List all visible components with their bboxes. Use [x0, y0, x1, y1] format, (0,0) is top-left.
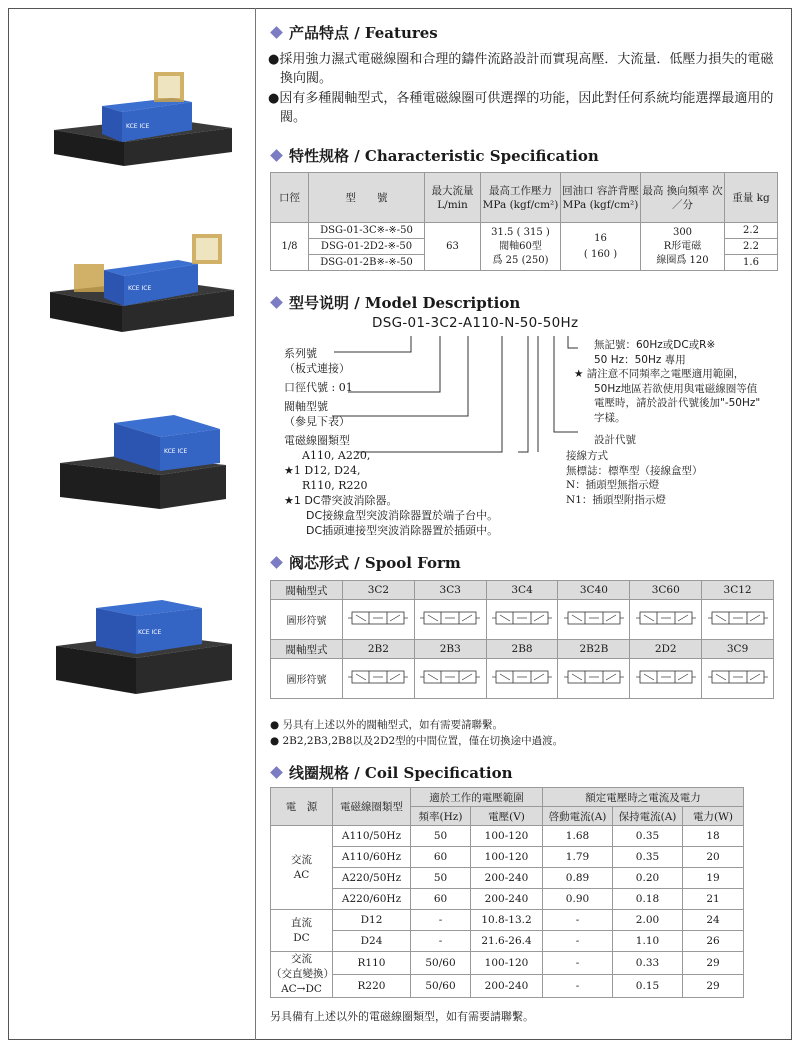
- cell-weight: 1.6: [725, 255, 778, 271]
- table-cell: 19: [683, 868, 744, 889]
- th-weight: 重量 kg: [725, 173, 778, 223]
- th-source: 電 源: [271, 788, 333, 826]
- table-row: [271, 847, 744, 868]
- spool-symbol: [486, 600, 558, 640]
- table-cell: 24: [683, 910, 744, 931]
- table-cell: D12: [333, 910, 411, 931]
- spool-symbol: [414, 600, 486, 640]
- section-title-spool: [268, 552, 461, 573]
- model-code: DSG-01-3C2-A110-N-50-50Hz: [372, 315, 579, 331]
- spool-code: 2B3: [414, 640, 486, 659]
- spool-code: 3C40: [558, 581, 630, 600]
- table-cell: 60: [411, 847, 471, 868]
- diamond-icon: [270, 296, 283, 309]
- th-coil-type: 電磁線圈類型: [333, 788, 411, 826]
- spool-symbol: [414, 659, 486, 699]
- table-cell: 200-240: [471, 868, 543, 889]
- section-title-model: [268, 292, 520, 313]
- spool-code: 3C2: [343, 581, 415, 600]
- table-cell: 0.35: [613, 847, 683, 868]
- spool-symbol-icon: [348, 607, 408, 629]
- section-title-spec: [268, 145, 599, 166]
- table-cell: A220/50Hz: [333, 868, 411, 889]
- valve-photo-4: [42, 582, 238, 702]
- th-back-pressure: 回油口 容許背壓 MPa (kgf/cm²): [561, 173, 641, 223]
- table-cell: 200-240: [471, 889, 543, 910]
- column-divider: [255, 8, 256, 1040]
- spool-symbol: [558, 659, 630, 699]
- cell-weight: 2.2: [725, 223, 778, 239]
- th-size: 口徑: [271, 173, 309, 223]
- diamond-icon: [270, 556, 283, 569]
- th-range: 適於工作的電壓範圍: [411, 788, 543, 807]
- diamond-icon: [270, 149, 283, 162]
- valve-photo-2: [42, 222, 238, 342]
- spool-code: 2D2: [630, 640, 702, 659]
- table-cell: A220/60Hz: [333, 889, 411, 910]
- table-row: [271, 889, 744, 910]
- table-cell: A110/50Hz: [333, 826, 411, 847]
- cell-source: 交流 （交直變換） AC→DC: [271, 952, 333, 998]
- table-row: [271, 868, 744, 889]
- table-cell: -: [543, 910, 613, 931]
- spool-symbol-label: 圖形符號: [271, 600, 343, 640]
- section-title-coil: [268, 762, 512, 783]
- wiring-labels: 接線方式 無標誌：標準型（接線盒型） N：插頭型無指示燈 N1：插頭型附指示燈: [566, 450, 703, 506]
- table-row: [271, 931, 744, 952]
- spool-code: 3C3: [414, 581, 486, 600]
- th-flow: 最大流量 L/min: [425, 173, 481, 223]
- table-cell: 1.79: [543, 847, 613, 868]
- table-cell: 0.15: [613, 975, 683, 998]
- th-pressure: 最高工作壓力 MPa (kgf/cm²): [481, 173, 561, 223]
- cell-model: DSG-01-2D2-※-50: [309, 239, 425, 255]
- table-cell: 0.90: [543, 889, 613, 910]
- table-cell: 1.68: [543, 826, 613, 847]
- th-rated: 額定電壓時之電流及電力: [543, 788, 744, 807]
- table-cell: -: [543, 931, 613, 952]
- cell-weight: 2.2: [725, 239, 778, 255]
- feature-item: ●採用強力濕式電磁線圈和合理的鑄件流路設計而實現高壓．大流量．低壓力損失的電磁換向閥。: [268, 52, 774, 86]
- table-cell: 10.8-13.2: [471, 910, 543, 931]
- section-title-text: 线圈规格 / Coil Specification: [289, 764, 513, 782]
- table-cell: 20: [683, 847, 744, 868]
- table-cell: 200-240: [471, 975, 543, 998]
- table-cell: A110/60Hz: [333, 847, 411, 868]
- th-model: 型 號: [309, 173, 425, 223]
- spool-symbol-icon: [708, 666, 768, 688]
- spool-symbol-icon: [420, 666, 480, 688]
- table-cell: 21: [683, 889, 744, 910]
- table-cell: 0.35: [613, 826, 683, 847]
- spool-symbol-icon: [636, 607, 696, 629]
- table-cell: 2.00: [613, 910, 683, 931]
- th-hold: 保持電流(A): [613, 807, 683, 826]
- spool-code: 3C12: [702, 581, 774, 600]
- diamond-icon: [270, 766, 283, 779]
- brand-logo: KCE ICE: [138, 629, 162, 636]
- cell-frequency: 300 R形電磁 線圈爲 120: [641, 223, 725, 271]
- spool-symbol: [486, 659, 558, 699]
- spool-code: 3C4: [486, 581, 558, 600]
- table-cell: -: [543, 952, 613, 975]
- table-cell: -: [543, 975, 613, 998]
- spool-symbol-icon: [492, 666, 552, 688]
- table-row: [271, 975, 744, 998]
- spool-symbol: [343, 600, 415, 640]
- table-cell: 50: [411, 826, 471, 847]
- table-cell: R220: [333, 975, 411, 998]
- cell-pressure: 31.5 ( 315 ) 閥軸60型 爲 25 (250): [481, 223, 561, 271]
- cell-model: DSG-01-3C※-※-50: [309, 223, 425, 239]
- table-cell: -: [411, 910, 471, 931]
- th-power: 電力(W): [683, 807, 744, 826]
- table-cell: 26: [683, 931, 744, 952]
- spool-symbol-icon: [708, 607, 768, 629]
- spool-type-label: 閥軸型式: [271, 640, 343, 659]
- section-title-text: 产品特点 / Features: [289, 24, 438, 42]
- spool-symbol: [343, 659, 415, 699]
- spool-table: [270, 580, 774, 699]
- table-cell: 0.33: [613, 952, 683, 975]
- cell-source: 交流 AC: [271, 826, 333, 910]
- table-cell: 21.6-26.4: [471, 931, 543, 952]
- brand-logo: KCE ICE: [126, 123, 150, 130]
- model-left-labels: 系列號 （板式連接） 口徑代號 : 01 閥軸型號 （參見下表） 電磁線圈類型 A110, A220, ★1 D12, D24, R110, R220 ★1 DC帶突波消除器。 DC接線盒型突波消除器置於端子台中。 DC插頭連接型突波消除器置於插頭中。: [284, 347, 499, 537]
- table-cell: R110: [333, 952, 411, 975]
- feature-item: ●因有多種閥軸型式，各種電磁線圈可供選擇的功能，因此對任何系統均能選擇最適用的閥。: [268, 91, 774, 125]
- spool-symbol: [702, 659, 774, 699]
- spool-symbol: [558, 600, 630, 640]
- cell-back-pressure: 16 ( 160 ): [561, 223, 641, 271]
- th-inrush: 啓動電流(A): [543, 807, 613, 826]
- th-freq: 頻率(Hz): [411, 807, 471, 826]
- spool-symbol-label: 圖形符號: [271, 659, 343, 699]
- spool-symbol-icon: [564, 607, 624, 629]
- valve-photo-1: [42, 58, 238, 178]
- valve-photo-3: [42, 405, 238, 525]
- features-list: [268, 50, 784, 128]
- table-cell: 50/60: [411, 975, 471, 998]
- table-row: [271, 910, 744, 931]
- th-volt: 電壓(V): [471, 807, 543, 826]
- spool-symbol-icon: [420, 607, 480, 629]
- table-cell: 29: [683, 975, 744, 998]
- spool-symbol-icon: [636, 666, 696, 688]
- spool-note: ● 另具有上述以外的閥軸型式，如有需要請聯繫。: [270, 719, 503, 731]
- table-cell: -: [411, 931, 471, 952]
- coil-table: [270, 787, 744, 998]
- table-row: [271, 952, 744, 975]
- spool-symbol-icon: [492, 607, 552, 629]
- section-title-text: 型号说明 / Model Description: [289, 294, 521, 312]
- spool-code: 2B2: [343, 640, 415, 659]
- table-cell: 100-120: [471, 952, 543, 975]
- table-row: [271, 826, 744, 847]
- table-cell: 1.10: [613, 931, 683, 952]
- table-cell: 100-120: [471, 847, 543, 868]
- table-cell: 60: [411, 889, 471, 910]
- table-cell: 29: [683, 952, 744, 975]
- table-cell: 100-120: [471, 826, 543, 847]
- brand-logo: KCE ICE: [164, 448, 188, 455]
- spool-symbol-icon: [564, 666, 624, 688]
- spool-code: 2B8: [486, 640, 558, 659]
- table-cell: 18: [683, 826, 744, 847]
- cell-model: DSG-01-2B※-※-50: [309, 255, 425, 271]
- spool-symbol: [630, 659, 702, 699]
- section-title-features: [268, 22, 438, 43]
- spool-note: ● 2B2,2B3,2B8以及2D2型的中間位置，僅在切換途中過渡。: [270, 735, 564, 747]
- diamond-icon: [270, 26, 283, 39]
- spool-symbol: [630, 600, 702, 640]
- table-cell: 0.20: [613, 868, 683, 889]
- coil-footnote: 另具備有上述以外的電磁線圈類型，如有需要請聯繫。: [270, 1010, 534, 1023]
- cell-source: 直流 DC: [271, 910, 333, 952]
- cell-flow: 63: [425, 223, 481, 271]
- model-right-labels: 無記號：60Hz或DC或R※ 50 Hz：50Hz 專用 ★ 請注意不同頻率之電壓適用範圍， 50Hz地區若欲使用與電磁線圈等值 電壓時，請於設計代號後加"-50Hz" 字樣。 設計代號: [574, 339, 761, 446]
- spool-code: 2B2B: [558, 640, 630, 659]
- table-cell: D24: [333, 931, 411, 952]
- spool-code: 3C9: [702, 640, 774, 659]
- spec-table: [270, 172, 778, 271]
- cell-size: 1/8: [271, 223, 309, 271]
- brand-logo: KCE ICE: [128, 285, 152, 292]
- th-frequency: 最高 換向頻率 次／分: [641, 173, 725, 223]
- spool-symbol-icon: [348, 666, 408, 688]
- table-cell: 50: [411, 868, 471, 889]
- table-cell: 0.89: [543, 868, 613, 889]
- spool-symbol: [702, 600, 774, 640]
- section-title-text: 阀芯形式 / Spool Form: [289, 554, 461, 572]
- spool-code: 3C60: [630, 581, 702, 600]
- spool-type-label: 閥軸型式: [271, 581, 343, 600]
- section-title-text: 特性规格 / Characteristic Specification: [289, 147, 599, 165]
- table-cell: 0.18: [613, 889, 683, 910]
- table-cell: 50/60: [411, 952, 471, 975]
